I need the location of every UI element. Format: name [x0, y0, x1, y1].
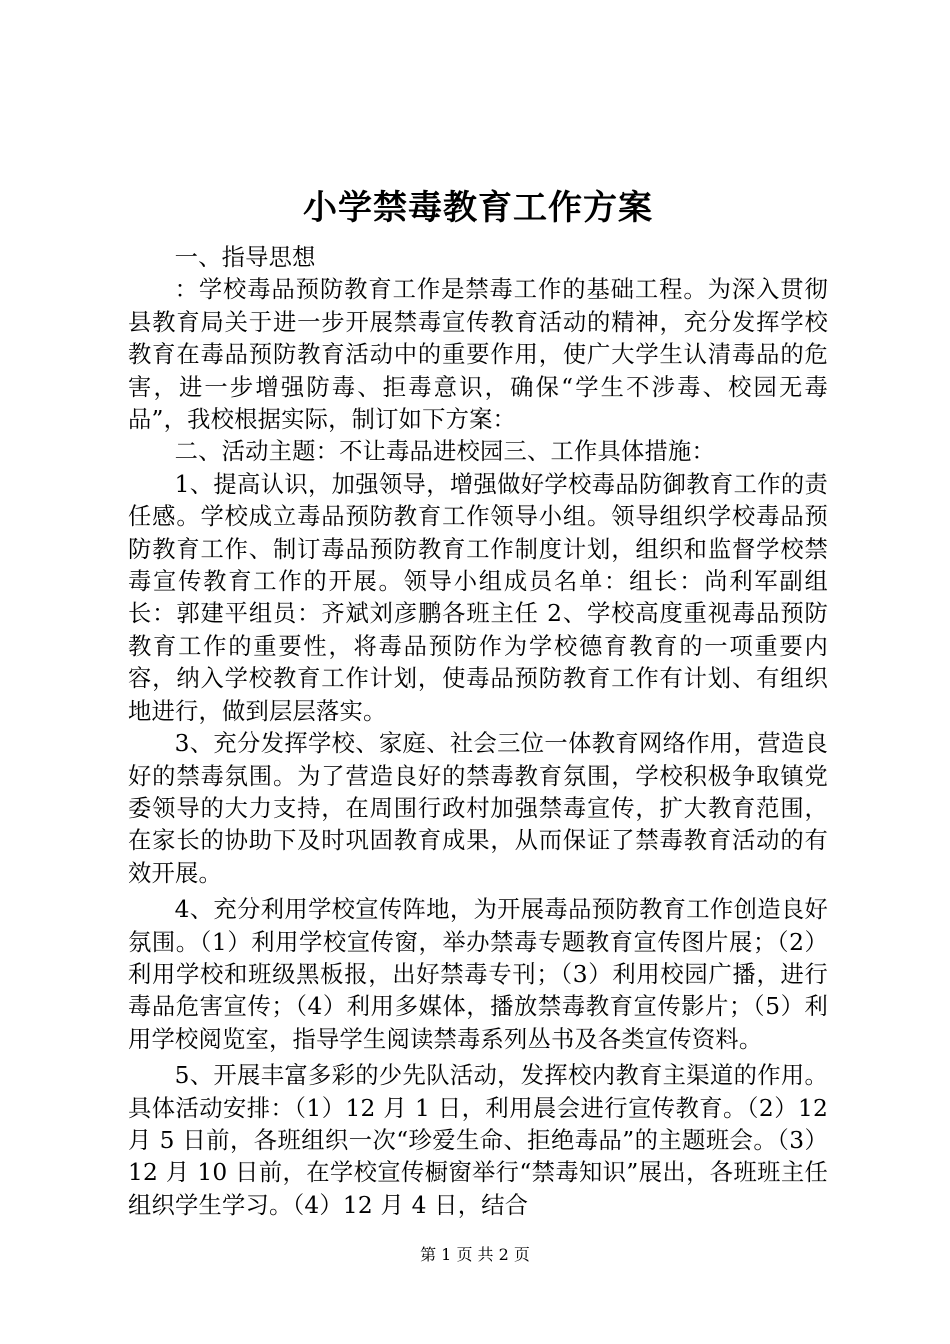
section-heading-guiding-thought: 一、指导思想	[174, 244, 316, 271]
paragraph-measure-5: 5、开展丰富多彩的少先队活动，发挥校内教育主渠道的作用。具体活动安排：（1）12 月 1 日，利用晨会进行宣传教育。（2）12 月 5 日前，各班组织一次“珍爱生命、拒绝毒品”的主题班会。（3）12 月 10 日前，在学校宣传橱窗举行“禁毒知识”展出，各班班主任组织学生学习。（4）12 月 4 日，结合	[128, 1062, 828, 1219]
paragraph-measure-4: 4、充分利用学校宣传阵地，为开展毒品预防教育工作创造良好氛围。（1）利用学校宣传窗，举办禁毒专题教育宣传图片展；（2）利用学校和班级黑板报，出好禁毒专刊；（3）利用校园广播，进行毒品危害宣传；（4）利用多媒体，播放禁毒教育宣传影片；（5）利用学校阅览室，指导学生阅读禁毒系列丛书及各类宣传资料。	[128, 896, 828, 1053]
section-heading-theme: 二、活动主题：不让毒品进校园三、工作具体措施：	[174, 438, 716, 466]
document-page	[128, 180, 828, 1222]
paragraph-intro: ：学校毒品预防教育工作是禁毒工作的基础工程。为深入贯彻县教育局关于进一步开展禁毒宣传教育活动的精神，充分发挥学校教育在毒品预防教育活动中的重要作用，使广大学生认清毒品的危害，进一步增强防毒、拒毒意识，确保“学生不涉毒、校园无毒品”，我校根据实际，制订如下方案：	[128, 276, 828, 434]
page-footer: 第 1 页 共 2 页	[420, 1245, 530, 1264]
paragraph-measure-3: 3、充分发挥学校、家庭、社会三位一体教育网络作用，营造良好的禁毒氛围。为了营造良好的禁毒教育氛围，学校积极争取镇党委领导的大力支持，在周围行政村加强禁毒宣传，扩大教育范围，在家长的协助下及时巩固教育成果，从而保证了禁毒教育活动的有效开展。	[128, 730, 828, 887]
paragraph-measure-1: 1、提高认识，加强领导，增强做好学校毒品防御教育工作的责任感。学校成立毒品预防教育工作领导小组。领导组织学校毒品预防教育工作、制订毒品预防教育工作制度计划，组织和监督学校禁毒宣传教育工作的开展。领导小组成员名单：组长：尚利军副组长：郭建平组员：齐斌刘彦鹏各班主任 2、学校高度重视毒品预防教育工作的重要性，将毒品预防作为学校德育教育的一项重要内容，纳入学校教育工作计划，使毒品预防教育工作有计划、有组织地进行，做到层层落实。	[128, 470, 828, 725]
document-title: 小学禁毒教育工作方案	[303, 188, 653, 228]
